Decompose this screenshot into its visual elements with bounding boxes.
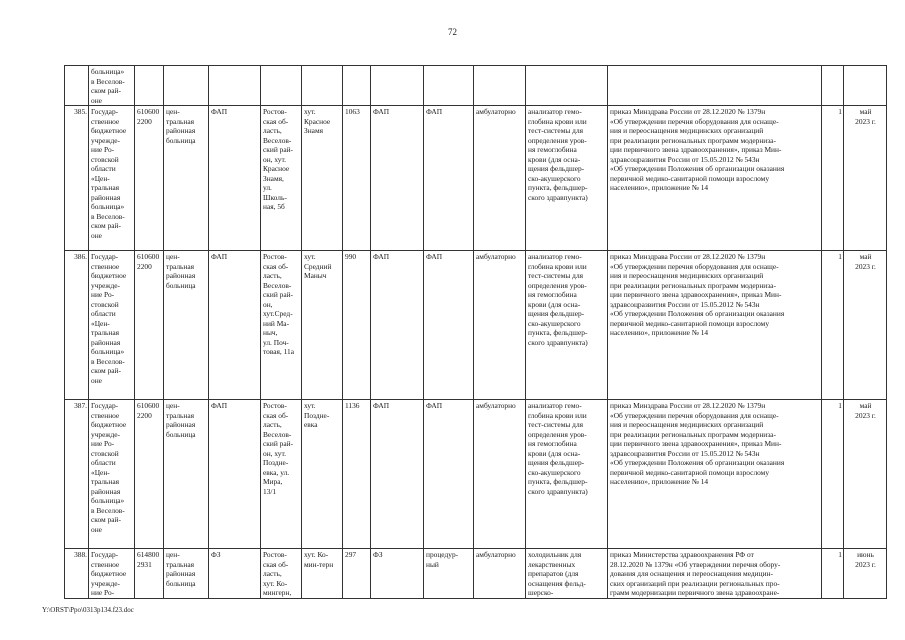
cell-legal-basis: приказ Минздрава России от 28.12.2020 № 1379н «Об утверждении перечня оборудования для оснаще- ния и переоснащения медицинских организаций при реализации региональных программ модерниза- ции первичного звена здравоохранения», приказ Мин- здравсоцразвития России от 15.05.2012 № 543н «Об утверждении Положения об организации оказания первичной медико-санитарной помощи взрослому населению», приложение № 14 <box>608 106 822 251</box>
cell-unit: ФЗ <box>371 549 424 599</box>
cell-num: 388. <box>65 549 89 599</box>
cell-settlement: хут. Средний Маныч <box>302 251 343 400</box>
cell-care-form: амбулаторно <box>474 549 526 599</box>
cell-deadline: июнь 2023 г. <box>844 549 887 599</box>
cell-population: 1136 <box>343 400 371 549</box>
cell-address: Ростов- ская об- ласть, хут. Ко- мингерн, <box>261 549 302 599</box>
table-row-continuation <box>65 66 887 106</box>
cell-legal-basis: приказ Минздрава России от 28.12.2020 № 1379н «Об утверждении перечня оборудования для оснаще- ния и переоснащения медицинских организаций при реализации региональных программ модерниза- ции первичного звена здравоохранения», приказ Мин- здравсоцразвития России от 15.05.2012 № 543н «Об утверждении Положения об организации оказания первичной медико-санитарной помощи взрослому населению», приложение № 14 <box>608 251 822 400</box>
cell-unit-type: ФЗ <box>209 549 261 599</box>
cell-organization: Государ- ственное бюджетное учрежде- ние Ро- стовской области «Цен- тральная районная больница» в Веселов- ском рай- оне <box>89 106 135 251</box>
cell-population: 1063 <box>343 106 371 251</box>
cell-unit: ФАП <box>371 251 424 400</box>
cell-code: 614800 2931 <box>135 549 164 599</box>
cell-deadline: май 2023 г. <box>844 251 887 400</box>
footer-file-path: Y:\ORST\Ppo\0313p134.f23.doc <box>42 606 134 614</box>
cell-org-type: цен- тральная районная больница <box>164 106 209 251</box>
cell-room: процедур- ный <box>424 549 474 599</box>
cell-unit-type: ФАП <box>209 106 261 251</box>
cell-equipment: анализатор гемо- глобина крови или тест-системы для определения уров- ня гемоглобина крови (для осна- щения фельдшер- ско-акушерского пункта, фельдшер- ского здравпункта) <box>526 106 608 251</box>
cell-organization: Государ- ственное бюджетное учрежде- ние Ро- <box>89 549 135 599</box>
equipment-table <box>64 65 887 599</box>
cell-population: 990 <box>343 251 371 400</box>
cell-settlement: хут. Красное Знамя <box>302 106 343 251</box>
cell-equipment: холодильник для лекарственных препаратов (для оснащения фельд- шерско- <box>526 549 608 599</box>
cell-quantity: 1 <box>822 251 844 400</box>
cell-equipment: анализатор гемо- глобина крови или тест-системы для определения уров- ня гемоглобина крови (для осна- щения фельдшер- ско-акушерского пункта, фельдшер- ского здравпункта) <box>526 251 608 400</box>
cell-deadline: май 2023 г. <box>844 400 887 549</box>
cell-quantity: 1 <box>822 549 844 599</box>
cell-room: ФАП <box>424 106 474 251</box>
cell-settlement: хут. Поздне- евка <box>302 400 343 549</box>
cell-organization: Государ- ственное бюджетное учрежде- ние Ро- стовской области «Цен- тральная районная больница» в Веселов- ском рай- оне <box>89 400 135 549</box>
cell-quantity: 1 <box>822 400 844 549</box>
cell-care-form: амбулаторно <box>474 106 526 251</box>
cell-care-form: амбулаторно <box>474 251 526 400</box>
table-row <box>65 106 887 251</box>
cell-org-type: цен- тральная районная больница <box>164 400 209 549</box>
cell-unit-type: ФАП <box>209 400 261 549</box>
cell-address: Ростов- ская об- ласть, Веселов- ский рай- он, хут. Красное Знамя, ул. Школь- ная, 5б <box>261 106 302 251</box>
table-row <box>65 400 887 549</box>
cell-num: 387. <box>65 400 89 549</box>
cell-org-type: цен- тральная районная больница <box>164 549 209 599</box>
cell-code: 610600 2200 <box>135 106 164 251</box>
cell-address: Ростов- ская об- ласть, Веселов- ский рай- он, хут.Сред- ний Ма- ныч, ул. Поч- товая, 11а <box>261 251 302 400</box>
cell-code: 610600 2200 <box>135 400 164 549</box>
cell-equipment: анализатор гемо- глобина крови или тест-системы для определения уров- ня гемоглобина крови (для осна- щения фельдшер- ско-акушерского пункта, фельдшер- ского здравпункта) <box>526 400 608 549</box>
cell-num: 385. <box>65 106 89 251</box>
table-row <box>65 549 887 599</box>
cell-deadline: май 2023 г. <box>844 106 887 251</box>
cell-organization: больница» в Веселов- ском рай- оне <box>89 66 135 106</box>
table-row <box>65 251 887 400</box>
cell-code: 610600 2200 <box>135 251 164 400</box>
cell-num <box>65 66 89 106</box>
cell-care-form: амбулаторно <box>474 400 526 549</box>
cell-unit: ФАП <box>371 400 424 549</box>
cell-legal-basis: приказ Минздрава России от 28.12.2020 № 1379н «Об утверждении перечня оборудования для оснаще- ния и переоснащения медицинских организаций при реализации региональных программ модерниза- ции первичного звена здравоохранения», приказ Мин- здравсоцразвития России от 15.05.2012 № 543н «Об утверждении Положения об организации оказания первичной медико-санитарной помощи взрослому населению», приложение № 14 <box>608 400 822 549</box>
cell-legal-basis: приказ Министерства здравоохранения РФ от 28.12.2020 № 1379н «Об утверждении перечня обору- дования для оснащения и переоснащения медицин- ских организаций при реализации региональных про- грамм модернизации первичного звена здравоохране- <box>608 549 822 599</box>
cell-unit-type: ФАП <box>209 251 261 400</box>
cell-organization: Государ- ственное бюджетное учрежде- ние Ро- стовской области «Цен- тральная районная больница» в Веселов- ском рай- оне <box>89 251 135 400</box>
cell-population: 297 <box>343 549 371 599</box>
cell-room: ФАП <box>424 251 474 400</box>
cell-address: Ростов- ская об- ласть, Веселов- ский рай- он, хут. Поздне- евка, ул. Мира, 13/1 <box>261 400 302 549</box>
page-number: 72 <box>448 27 457 37</box>
cell-room: ФАП <box>424 400 474 549</box>
cell-quantity: 1 <box>822 106 844 251</box>
cell-unit: ФАП <box>371 106 424 251</box>
cell-org-type: цен- тральная районная больница <box>164 251 209 400</box>
cell-settlement: хут. Ко- мин-терн <box>302 549 343 599</box>
cell-num: 386. <box>65 251 89 400</box>
